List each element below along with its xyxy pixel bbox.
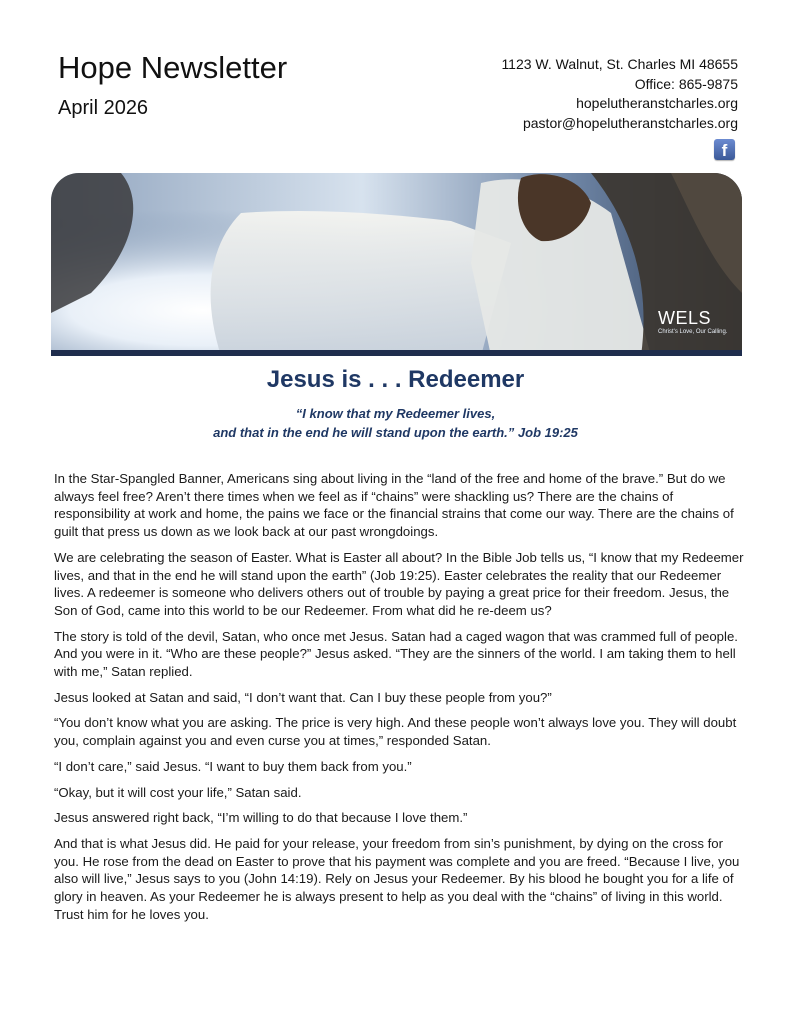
wels-logo: WELS (658, 308, 712, 328)
scripture-quote (0, 404, 791, 442)
body-paragraph: And that is what Jesus did. He paid for your release, your freedom from sin’s punishment, by dying on the cross for you. He rose from the dead on Easter to prove that his payment was complete and you are freed. “Because I live, you also will live,” Jesus says to you (John 14:19). Rely on Jesus your Redeemer. By his blood he bought you for a life of glory in heaven. As your Redeemer he is always present to help as you deal with the “chains” of living in this world. Trust him for he loves you. (54, 835, 740, 922)
quote-line-2: and that in the end he will stand upon the earth.” Job 19:25 (213, 425, 578, 440)
newsletter-title: Hope Newsletter (58, 50, 288, 85)
banner-image (51, 173, 742, 356)
facebook-icon[interactable]: f (714, 139, 735, 160)
newsletter-date: April 2026 (58, 97, 149, 119)
article-body (54, 470, 744, 931)
contact-website-link[interactable]: hopelutheranstcharles.org (576, 95, 738, 111)
contact-address: 1123 W. Walnut, St. Charles MI 48655 (501, 56, 738, 72)
contact-office-phone: Office: 865-9875 (634, 75, 738, 92)
wels-tagline: Christ's Love, Our Calling. (658, 329, 728, 335)
body-paragraph: Jesus answered right back, “I’m willing to do that because I love them.” (54, 810, 468, 826)
quote-line-1: “I know that my Redeemer lives, (295, 406, 496, 421)
contact-email-link[interactable]: pastor@hopelutheranstcharles.org (522, 114, 738, 131)
body-paragraph: “You don’t know what you are asking. The price is very high. And these people won’t always love you. They will doubt you, complain against you and even curse you at times,” responded Satan. (54, 715, 737, 749)
body-paragraph: We are celebrating the season of Easter. What is Easter all about? In the Bible Job tells us, “I know that my Redeemer lives, and that in the end he will stand upon the earth” (Job 19:25). Easter celebrates the reality that our Redeemer lives. A redeemer is someone who delivers others out of trouble by paying a great price for their freedom. Jesus, the Son of God, came into this world to be our Redeemer. From what did he re-deem us? (54, 549, 744, 618)
body-paragraph: In the Star-Spangled Banner, Americans sing about living in the “land of the free and home of the brave.” But do we always feel free? Aren’t there times when we feel as if “chains” were shackling us? There are the chains of responsibility at work and home, the pains we face or the financial strains that come our way. There are the chains of guilt that press us down as we look back at our past wrongdoings. (54, 471, 734, 540)
contact-block (501, 55, 738, 133)
article-headline: Jesus is . . . Redeemer (266, 366, 525, 393)
body-paragraph: “I don’t care,” said Jesus. “I want to buy them back from you.” (54, 758, 412, 774)
body-paragraph: Jesus looked at Satan and said, “I don’t want that. Can I buy these people from you?” (54, 689, 552, 705)
body-paragraph: “Okay, but it will cost your life,” Satan said. (54, 784, 302, 800)
banner-bottom-stripe (51, 350, 742, 356)
body-paragraph: The story is told of the devil, Satan, who once met Jesus. Satan had a caged wagon that was crammed full of people. And you were in it. “Who are these people?” Jesus asked. “They are the sinners of the world. I am taking them to hell with me,” Satan replied. (54, 628, 738, 680)
banner-artwork (51, 173, 742, 356)
